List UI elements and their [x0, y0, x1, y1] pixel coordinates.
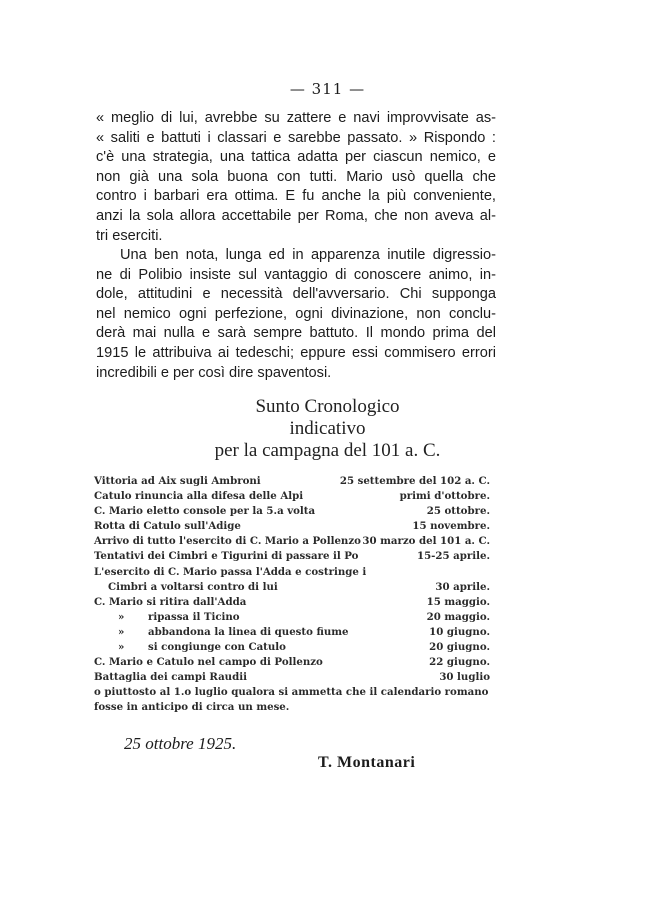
event-text: Vittoria ad Aix sugli Ambroni: [94, 475, 261, 487]
event-date: 30 marzo del 101 a. C.: [362, 535, 490, 548]
paragraph-2: [96, 246, 496, 383]
event-date: 20 giugno.: [429, 641, 490, 654]
event-text: Catulo rinuncia alla difesa delle Alpi: [94, 490, 304, 503]
author-name: T. Montanari: [318, 754, 416, 771]
chronology-row: [94, 640, 490, 655]
heading-subtitle: indicativo: [289, 418, 366, 439]
chronology-row: [94, 670, 490, 685]
event-text: Cimbri a voltarsi contro di lui: [108, 580, 278, 593]
text-line: ne di Polibio insiste sul vantaggio di conoscere animo, in-: [96, 266, 496, 283]
event-date: 22 giugno.: [429, 656, 490, 669]
event-text: Battaglia dei campi Raudii: [94, 671, 247, 684]
event-text: [94, 625, 349, 640]
chronology-row: [94, 565, 490, 580]
chronology-row: [94, 625, 490, 640]
chronology-row: [94, 474, 490, 489]
text-line: anzi la sola allora accettabile per Roma, che non aveva al-: [96, 207, 496, 224]
chronology-row: [94, 610, 490, 625]
text-line: incredibili e per così dire spaventosi.: [96, 364, 332, 381]
event-text-body: si congiunge con Catulo: [148, 641, 286, 654]
event-date: primi d'ottobre.: [399, 490, 490, 503]
chronology-row: [94, 549, 490, 564]
chronology-row: [94, 489, 490, 504]
section-heading: [0, 396, 655, 462]
chronology-table: [94, 474, 490, 716]
ditto-mark: »: [118, 625, 125, 638]
chronology-row: [94, 580, 490, 595]
event-text-body: ripassa il Ticino: [148, 610, 240, 623]
signature-date: 25 ottobre 1925.: [124, 734, 237, 753]
page-number: — 311 —: [289, 80, 366, 98]
event-date: 20 maggio.: [426, 610, 490, 623]
note-text: o piuttosto al 1.o luglio qualora si ammetta che il calendario romano: [94, 686, 489, 699]
text-line: nel nemico ogni perfezione, ogni divinazione, non conclu-: [96, 305, 496, 322]
text-line: tri eserciti.: [96, 227, 163, 244]
chronology-note-line: [94, 685, 490, 700]
chronology-row: [94, 534, 490, 549]
event-text: C. Mario eletto console per la 5.a volta: [94, 505, 316, 518]
event-date: 30 luglio: [439, 671, 490, 684]
event-date: 25 ottobre.: [426, 505, 490, 518]
text-line: derà mai nulla e sarà sempre battuto. Il mondo prima del: [96, 325, 496, 342]
text-line: non già una sola buona con tutti. Mario usò quella che: [96, 168, 496, 185]
ditto-mark: »: [118, 641, 125, 654]
event-text: Tentativi dei Cimbri e Tigurini di passare il Po: [94, 550, 359, 563]
heading-scope: per la campagna del 101 a. C.: [214, 440, 441, 461]
text-line: c'è una strategia, una tattica adatta per ciascun nemico, e: [96, 149, 496, 166]
chronology-row: [94, 519, 490, 534]
event-text: Arrivo di tutto l'esercito di C. Mario a Pollenzo: [94, 535, 361, 548]
event-text-body: abbandona la linea di questo fiume: [148, 625, 349, 638]
event-date: 10 giugno.: [429, 625, 490, 638]
chronology-row: [94, 655, 490, 670]
chronology-note-line: [94, 700, 490, 715]
text-line: « meglio di lui, avrebbe su zattere e navi improvvisate as-: [96, 110, 496, 126]
text-line: dole, attitudini e necessità dell'avversario. Chi supponga: [96, 286, 496, 303]
event-date: 15 novembre.: [412, 520, 490, 533]
event-text: C. Mario e Catulo nel campo di Pollenzo: [94, 656, 323, 669]
event-text: [94, 640, 286, 655]
event-date: 15-25 aprile.: [417, 550, 490, 563]
text-line: contro i barbari era ottima. E fu anche la più conveniente,: [96, 188, 496, 205]
event-date: 25 settembre del 102 a. C.: [339, 475, 490, 487]
note-text: fosse in anticipo di circa un mese.: [94, 701, 290, 714]
heading-title: Sunto Cronologico: [255, 396, 400, 417]
event-text: L'esercito di C. Mario passa l'Adda e costringe i: [94, 565, 367, 578]
event-date: 30 aprile.: [435, 580, 490, 593]
chronology-row: [94, 595, 490, 610]
event-text: C. Mario si ritira dall'Adda: [94, 595, 247, 608]
chronology-row: [94, 504, 490, 519]
event-date: 15 maggio.: [426, 595, 490, 608]
ditto-mark: »: [118, 610, 125, 623]
paragraph-1: [96, 109, 496, 246]
event-text: [94, 610, 240, 625]
text-line: 1915 le attribuiva ai tedeschi; eppure essi commisero errori: [96, 344, 496, 361]
text-line: « saliti e battuti i classari e sarebbe passato. » Rispondo :: [96, 129, 496, 146]
event-text: Rotta di Catulo sull'Adige: [94, 520, 241, 533]
text-line: Una ben nota, lunga ed in apparenza inutile digressio-: [120, 247, 496, 263]
